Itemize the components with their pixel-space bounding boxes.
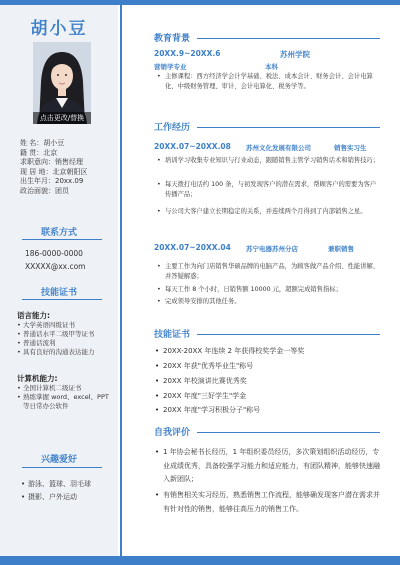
job1-item: • 培训学习收集专业知识与行业动态，跟随销售主管学习销售话术和销售技巧； <box>157 156 382 166</box>
info-birth: 出生年月：20xx.09 <box>20 177 84 186</box>
photo-caption[interactable]: 点击更改/替换 <box>33 112 91 124</box>
contact-phone: 186-0000-0000 <box>25 249 83 258</box>
education-title: 教育背景 <box>154 34 191 44</box>
person-name: 胡小豆 <box>30 19 88 39</box>
certificate-item: • 20XX-20XX 年连续 2 年获得校奖学金一等奖 <box>155 346 385 356</box>
education-degree: 本科 <box>265 63 278 71</box>
work-title: 工作经历 <box>154 123 191 133</box>
computer-item: • 熟练掌握 word、excel、PPT 等日常办公软件 <box>17 393 117 411</box>
contact-email: XXXXX@xx.com <box>25 262 86 271</box>
hobbies-divider <box>22 467 102 468</box>
certificate-item: • 20XX 年校演讲比赛优秀奖 <box>155 376 385 386</box>
job1-date: 20XX.07~20XX.08 <box>154 142 231 151</box>
job2-company: 苏宁电器苏州分店 <box>246 245 298 253</box>
job2-date: 20XX.07~20XX.04 <box>154 243 231 252</box>
job2-item: • 主要工作为向门店销售华硕品牌的电脑产品，为顾客做产品介绍、性能讲解、并答疑解惑； <box>157 262 382 282</box>
profile-photo[interactable] <box>33 42 91 124</box>
job1-item: • 每天拨打电话约 100 条，与初发现客户的潜在需求，帮顾客户的需要为客户传播产品； <box>157 180 382 200</box>
work-divider <box>197 127 380 128</box>
basic-info <box>20 139 120 197</box>
job2-position: 兼职销售 <box>328 245 354 253</box>
language-head: 语言能力: <box>17 311 50 320</box>
certificate-item: • 20XX 年度"三好学生"学金 <box>155 391 385 401</box>
info-residence: 现 居 地：北京朝阳区 <box>20 167 88 176</box>
job2-item: • 完成领导安排的其他任务。 <box>157 297 382 307</box>
info-political: 政治面貌：团员 <box>20 186 69 195</box>
certificates-divider <box>197 334 380 335</box>
job2-item: • 每天工作 8 个小时，日销售额 10000 元，超额完成销售指标； <box>157 285 382 295</box>
education-major: 营销学专业 <box>154 63 187 71</box>
education-divider <box>197 38 380 39</box>
language-skills <box>17 311 117 357</box>
certificates-title: 技能证书 <box>154 330 191 340</box>
job1-item: • 与公司大客户建立长期稳定的关系，并连续两个月得到了内部销售之星。 <box>157 207 382 217</box>
info-hometown: 籍 贯：北京 <box>20 148 58 157</box>
computer-item: • 全国计算机二级证书 <box>17 384 117 393</box>
evaluation-title: 自我评价 <box>154 428 191 438</box>
evaluation-divider <box>197 432 380 433</box>
computer-skills <box>17 374 117 411</box>
hobby-item: • 摄影、户外运动 <box>28 493 77 502</box>
info-objective: 求职意向：销售经理 <box>20 158 83 167</box>
certificate-item: • 20XX 年获"优秀毕业生"称号 <box>155 361 385 371</box>
evaluation-item: • 有销售相关实习经历，熟悉销售工作流程，能够确发现客户潜在需求并有针对性的销售，能够往高压力的销售工作。 <box>155 489 385 516</box>
contact-divider <box>22 239 102 240</box>
left-skills-title: 技能证书 <box>40 288 77 298</box>
language-item: • 普通话流利 <box>17 339 117 348</box>
education-courses: • 主修课程：西方经济学会计学基础、税法、成本会计、财务会计、会计电算化、中级财务管理、审计、会计电算化、税务学等。 <box>157 72 382 92</box>
job1-position: 销售实习生 <box>334 144 367 152</box>
language-item: • 大学英语四级证书 <box>17 321 117 330</box>
job1-company: 苏州文化发展有限公司 <box>246 144 311 152</box>
contact-title: 联系方式 <box>40 228 77 238</box>
certificate-item: • 20XX 年度"学习积极分子"称号 <box>155 405 385 415</box>
language-item: • 具有良好的沟通表达能力 <box>17 348 117 357</box>
language-item: • 普通话水平二级甲等证书 <box>17 330 117 339</box>
left-skills-divider <box>22 299 102 300</box>
education-school: 苏州学院 <box>280 50 310 59</box>
info-name: 姓 名：胡小豆 <box>20 139 65 147</box>
education-date: 20XX.9~20XX.6 <box>154 49 221 58</box>
hobby-item: • 游泳、篮球、羽毛球 <box>28 480 91 489</box>
bottom-accent-bar <box>0 556 400 565</box>
evaluation-item: • 1 年协会秘书长经历，1 年组织委员经历，多次策划组织活动经历，专业成绩优秀，具备较强学习能力和适应能力，有团队精神，能够快速融入新团队； <box>155 446 385 487</box>
column-divider <box>120 5 122 556</box>
hobbies-title: 兴趣爱好 <box>40 455 77 465</box>
computer-head: 计算机能力: <box>17 374 58 383</box>
